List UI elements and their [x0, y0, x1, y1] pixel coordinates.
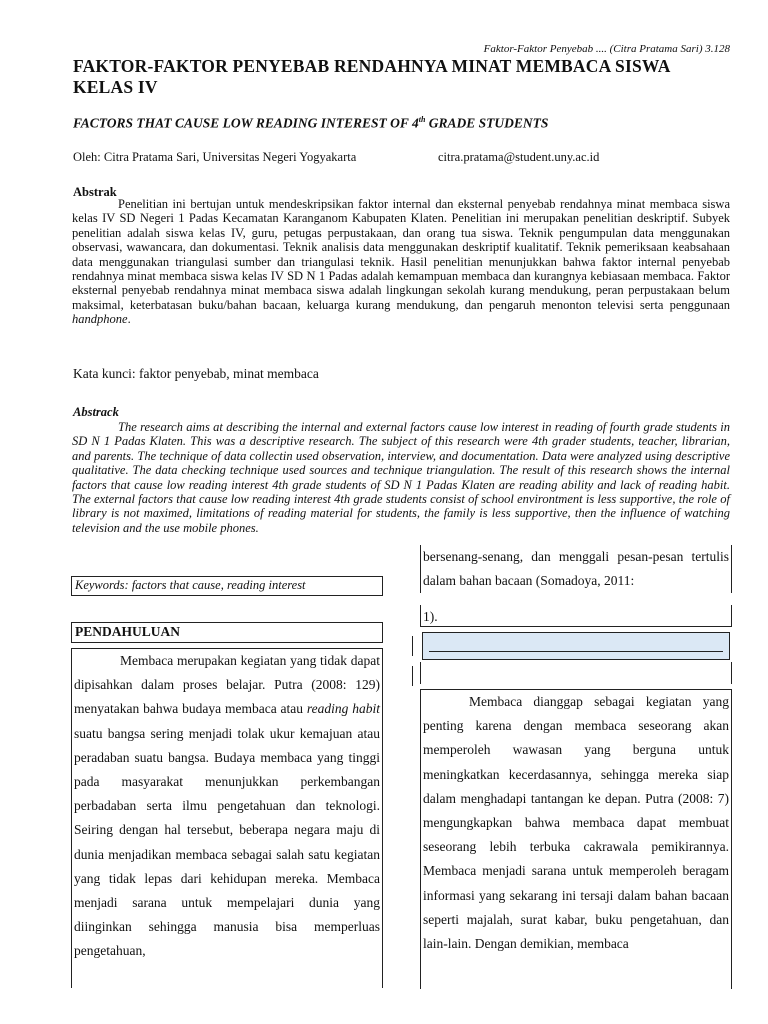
abstract-paragraph: The research aims at describing the internal and external factors cause low interest in reading of fourth grade students in SD N 1 Padas Klaten. This was a descriptive research. The subject of this research were 4th grader students, teacher, librarian, and parents. The technique of data collectin used observation, interview, and documentation. Data were analyzed using descriptive qualitative. The data checking technique used sources and technique triangulation. The result of this research shows the internal factors that cause low reading interest 4th grade students of SD N 1 Padas Klaten are reading ability and lack of reading habit. The external factors that cause low reading interest 4th grade students consist of school environtment is less supportive, the role of library is not maximed, limitations of reading material for students, the family is less supportive, then the influence of watching television and the use mobile phones.: [72, 420, 730, 535]
left-italic: reading habit: [306, 701, 381, 717]
left-margin-tick: [412, 636, 413, 656]
abstrak-text: Penelitian ini bertujan untuk mendeskripsikan faktor internal dan eksternal penyebab rendahnya minat membaca siswa kelas IV SD Negeri 1 Padas Kecamatan Karanganom Kabupaten Klaten. Penelitian ini merupakan penelitian deskriptif. Subyek penelitian adalah siswa kelas IV, guru, petugas perpustakaan, dan orang tua siswa. Teknik pengumpulan data menggunakan observasi, wawancara, dan dokumentasi. Teknik analisis data menggunakan deskriptif kualitatif. Teknik pemeriksaan keabsahaan data menggunakan triangulasi sumber dan triangulasi teknik. Hasil penelitian menunjukkan bahwa faktor internal penyebab rendahnya minat membaca siswa kelas IV SD N 1 Padas adalah kemampuan membaca dan kurangnya kebiasaan membaca. Faktor eksternal penyebab rendahnya minat membaca siswa adalah lingkungan sekolah kurang mendukung, peran perpustakaan belum maksimal, keterbatasan buku/bahan bacaan, keluarga kurang mendukung, dan pengaruh menonton televisi serta penggunaan: [72, 197, 730, 312]
left-text-a: Membaca merupakan kegiatan yang tidak dapat dipisahkan dalam proses belajar. Putra (2008: 129) menyatakan bahwa budaya membaca atau: [74, 653, 380, 717]
abstrak-heading: Abstrak: [73, 185, 117, 199]
abstrak-paragraph: [72, 197, 730, 327]
right-column-top: [420, 545, 732, 593]
right-column-spacer: [420, 662, 732, 684]
left-margin-tick-2: [412, 666, 413, 686]
right-column-text: [420, 689, 732, 989]
abstract-heading: Abstrack: [73, 405, 119, 419]
keywords-box: Keywords: factors that cause, reading interest: [71, 576, 383, 596]
running-head: Faktor-Faktor Penyebab .... (Citra Pratama Sari) 3.128: [483, 43, 730, 55]
subtitle-text: FACTORS THAT CAUSE LOW READING INTEREST OF 4: [73, 115, 419, 131]
right-top-paragraph: bersenang-senang, dan menggali pesan-pesan tertulis dalam bahan bacaan (Somadoya, 2011:: [423, 549, 729, 589]
kata-kunci: Kata kunci: faktor penyebab, minat membaca: [73, 366, 319, 381]
abstrak-italic: handphone: [72, 312, 128, 327]
author-line: Oleh: Citra Pratama Sari, Universitas Negeri Yogyakarta: [73, 150, 357, 164]
highlight-rule: [429, 651, 723, 652]
right-top-end-paragraph: 1).: [423, 609, 438, 624]
subtitle-text-end: GRADE STUDENTS: [425, 115, 549, 131]
section-heading-pendahuluan: PENDAHULUAN: [71, 622, 383, 643]
author-email: citra.pratama@student.uny.ac.id: [438, 150, 600, 164]
paper-subtitle: [73, 115, 548, 132]
right-column-top-end: [420, 605, 732, 627]
abstrak-body: [72, 197, 730, 327]
highlight-box: [422, 632, 730, 660]
left-text-b: suatu bangsa sering menjadi tolak ukur kemajuan atau peradaban suatu bangsa. Budaya membaca yang tinggi pada masyarakat menunjukkan perkembangan perbadaban serta ilmu pengetahuan dan teknologi. Seiring dengan hal tersebut, beberapa negara maju di dunia menjadikan membaca sebagai salah satu kegiatan yang tidak lepas dari kehidupan mereka. Membaca menjadi sarana untuk mempelajari dunia yang diinginkan sehingga manusia bisa memperluas pengetahuan,: [74, 725, 380, 959]
paper-title: FAKTOR-FAKTOR PENYEBAB RENDAHNYA MINAT MEMBACA SISWA KELAS IV: [73, 56, 670, 97]
subtitle-sup: th: [418, 115, 426, 124]
abstrak-period: .: [127, 312, 131, 327]
abstract-body: [72, 420, 730, 535]
right-paragraph: Membaca dianggap sebagai kegiatan yang penting karena dengan membaca seseorang akan memperoleh wawasan yang berguna untuk meningkatkan kecerdasannya, sehingga mereka siap dalam menghadapi tantangan ke depan. Putra (2008: 7) mengungkapkan bahwa membaca dapat membuat seseorang lebih terbuka cakrawala pemikirannya. Membaca menjadi sarana untuk memperoleh beragam informasi yang sekarang ini tersaji dalam bahan bacaan seperti majalah, surat kabar, buku pengetahuan, dan lain-lain. Dengan demikian, membaca: [423, 694, 729, 952]
left-paragraph: [74, 649, 380, 964]
left-column-text: [71, 648, 383, 988]
